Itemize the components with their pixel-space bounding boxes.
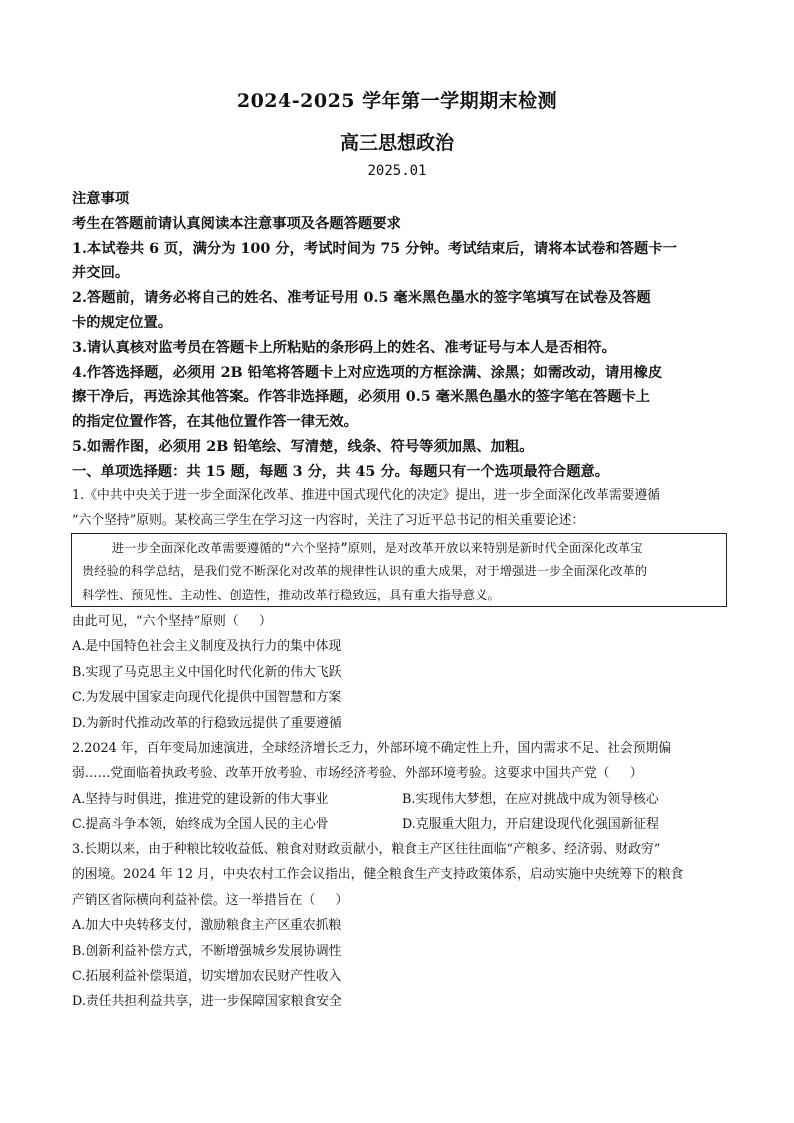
notes-heading: 注意事项 [72, 191, 130, 207]
exam-title: 2024-2025 学年第一学期期末检测 [236, 90, 558, 112]
notes-line: 3.请认真核对监考员在答题卡上所粘贴的条形码上的姓名、准考证号与本人是否相符。 [72, 339, 616, 356]
notes-line: 并交回。 [72, 265, 130, 282]
notes-line: 擦干净后，再选涂其他答案。作答非选择题，必须用 0.5 毫米黑色墨水的签字笔在答题卡上 [72, 389, 651, 406]
notes-subheading: 考生在答题前请认真阅读本注意事项及各题答题要求 [72, 215, 401, 232]
question-text: 2.2024 年，百年变局加速演进，全球经济增长乏力，外部环境不确定性上升，国内需求不足、社会预期偏 [72, 741, 672, 756]
option-a: A.是中国特色社会主义制度及执行力的集中体现 [72, 639, 342, 655]
question-text: 的困境。2024 年 12 月，中央农村工作会议指出，健全粮食生产支持政策体系，启动实施中央统筹下的粮食 [72, 867, 684, 883]
exam-date: 2025.01 [367, 163, 427, 179]
notes-section [72, 187, 732, 485]
question-1-stem [72, 483, 732, 534]
question-text: 3.长期以来，由于种粮比较收益低、粮食对财政贡献小，粮食主产区往往面临“产粮多、经济弱、财政穷” [72, 842, 661, 857]
question-1-options [72, 609, 732, 736]
option-b: B.创新利益补偿方式，不断增强城乡发展协调性 [72, 943, 342, 959]
notes-line: 2.答题前，请务必将自己的姓名、准考证号用 0.5 毫米黑色墨水的签字笔填写在试卷及答题 [72, 290, 651, 307]
question-text: 1.《中共中央关于进一步全面深化改革、推进中国式现代化的决定》提出，进一步全面深化改革需要遵循 [72, 488, 661, 503]
option-d: D.为新时代推动改革的行稳致远提供了重要遵循 [72, 715, 342, 731]
option-d: D.克服重大阻力，开启建设现代化强国新征程 [402, 817, 660, 833]
quote-text: 进一步全面深化改革需要遵循的“六个坚持”原则，是对改革开放以来特别是新时代全面深化改革宝 [82, 541, 643, 555]
question-2 [72, 736, 732, 838]
question-text: “六个坚持”原则。某校高三学生在学习这一内容时，关注了习近平总书记的相关重要论述： [72, 513, 585, 529]
options-row [72, 812, 732, 837]
question-text: 产销区省际横向利益补偿。这一举措旨在（ ） [72, 892, 349, 908]
subject-title: 高三思想政治 [339, 132, 454, 154]
section-title: 一、单项选择题：共 15 题，每题 3 分，共 45 分。每题只有一个选项最符合题意。 [72, 463, 610, 480]
quote-box [71, 533, 727, 607]
option-c: C.拓展利益补偿渠道，切实增加农民财产性收入 [72, 969, 342, 985]
notes-line: 4.作答选择题，必须用 2B 铅笔将答题卡上对应选项的方框涂满、涂黑；如需改动，请用橡皮 [72, 364, 663, 381]
question-3 [72, 837, 732, 1015]
notes-line: 卡的规定位置。 [72, 314, 173, 331]
notes-line: 1.本试卷共 6 页，满分为 100 分，考试时间为 75 分钟。考试结束后，请将本试卷和答题卡一 [72, 240, 677, 257]
question-text: 弱……党面临着执政考验、改革开放考验、市场经济考验、外部环境考验。这要求中国共产党（ ） [72, 766, 643, 782]
option-c: C.提高斗争本领，始终成为全国人民的主心骨 [72, 817, 329, 833]
option-a: A.加大中央转移支付，激励粮食主产区重农抓粮 [72, 918, 342, 934]
option-b: B.实现伟大梦想，在应对挑战中成为领导核心 [402, 791, 659, 807]
question-prompt: 由此可见，“六个坚持”原则（ ） [72, 614, 272, 629]
quote-text: 科学性、预见性、主动性、创造性，推动改革行稳致远，具有重大指导意义。 [82, 587, 500, 602]
option-b: B.实现了马克思主义中国化时代化新的伟大飞跃 [72, 664, 342, 680]
quote-text: 贵经验的科学总结，是我们党不断深化对改革的规律性认识的重大成果，对于增强进一步全面深化改革的 [82, 564, 648, 579]
option-c: C.为发展中国家走向现代化提供中国智慧和方案 [72, 690, 342, 706]
notes-line: 的指定位置作答，在其他位置作答一律无效。 [72, 414, 358, 431]
option-a: A.坚持与时俱进，推进党的建设新的伟大事业 [72, 791, 329, 807]
option-d: D.责任共担利益共享，进一步保障国家粮食安全 [72, 994, 342, 1010]
options-row [72, 787, 732, 812]
notes-line: 5.如需作图，必须用 2B 铅笔绘、写清楚，线条、符号等须加黑、加粗。 [72, 438, 534, 455]
